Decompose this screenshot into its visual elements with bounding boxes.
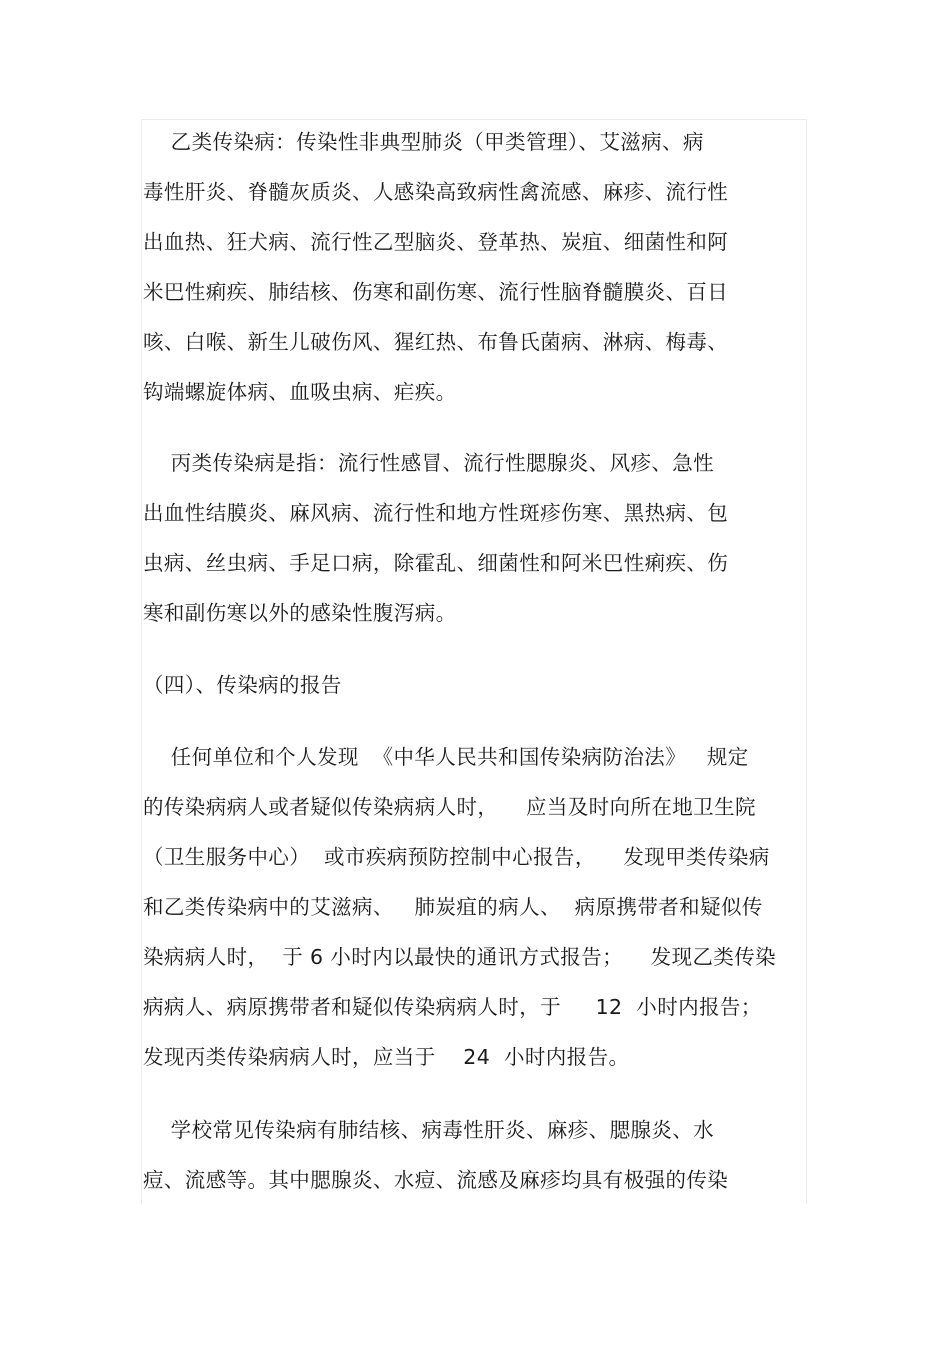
text-line: 发现丙类传染病病人时，应当于 24 小时内报告。 — [143, 1045, 630, 1069]
text-line: 病病人、病原携带者和疑似传染病病人时，于 12 小时内报告； — [143, 995, 762, 1019]
text-line: 染病病人时， 于 6 小时内以最快的通讯方式报告； 发现乙类传染 — [143, 945, 777, 969]
text-line: 痘、流感等。其中腮腺炎、水痘、流感及麻疹均具有极强的传染 — [143, 1168, 729, 1192]
text-line: 学校常见传染病有肺结核、病毒性肝炎、麻疹、腮腺炎、水 — [143, 1118, 715, 1142]
text-line: （卫生服务中心） 或市疾病预防控制中心报告， 发现甲类传染病 — [143, 845, 770, 869]
text-line: 咳、白喉、新生儿破伤风、猩红热、布鲁氏菌病、淋病、梅毒、 — [143, 330, 729, 354]
text-line: 毒性肝炎、脊髓灰质炎、人感染高致病性禽流感、麻疹、流行性 — [143, 180, 729, 204]
text-line: 虫病、丝虫病、手足口病，除霍乱、细菌性和阿米巴性痢疾、伤 — [143, 551, 729, 575]
text-line: 出血热、狂犬病、流行性乙型脑炎、登革热、炭疽、细菌性和阿 — [143, 230, 729, 254]
text-line: 乙类传染病：传染性非典型肺炎（甲类管理）、艾滋病、病 — [143, 130, 704, 154]
text-line: 和乙类传染病中的艾滋病、 肺炭疽的病人、 病原携带者和疑似传 — [143, 895, 763, 919]
section-heading: （四）、传染病的报告 — [143, 673, 342, 697]
text-line: 出血性结膜炎、麻风病、流行性和地方性斑疹伤寒、黑热病、包 — [143, 501, 729, 525]
text-line: 的传染病病人或者疑似传染病病人时， 应当及时向所在地卫生院 — [143, 795, 756, 819]
text-line: 任何单位和个人发现 《中华人民共和国传染病防治法》 规定 — [143, 745, 749, 769]
text-line: 丙类传染病是指：流行性感冒、流行性腮腺炎、风疹、急性 — [143, 451, 715, 475]
text-line: 米巴性痢疾、肺结核、伤寒和副伤寒、流行性脑脊髓膜炎、百日 — [143, 280, 729, 304]
text-line: 钩端螺旋体病、血吸虫病、疟疾。 — [143, 380, 457, 404]
text-line: 寒和副伤寒以外的感染性腹泻病。 — [143, 601, 457, 625]
